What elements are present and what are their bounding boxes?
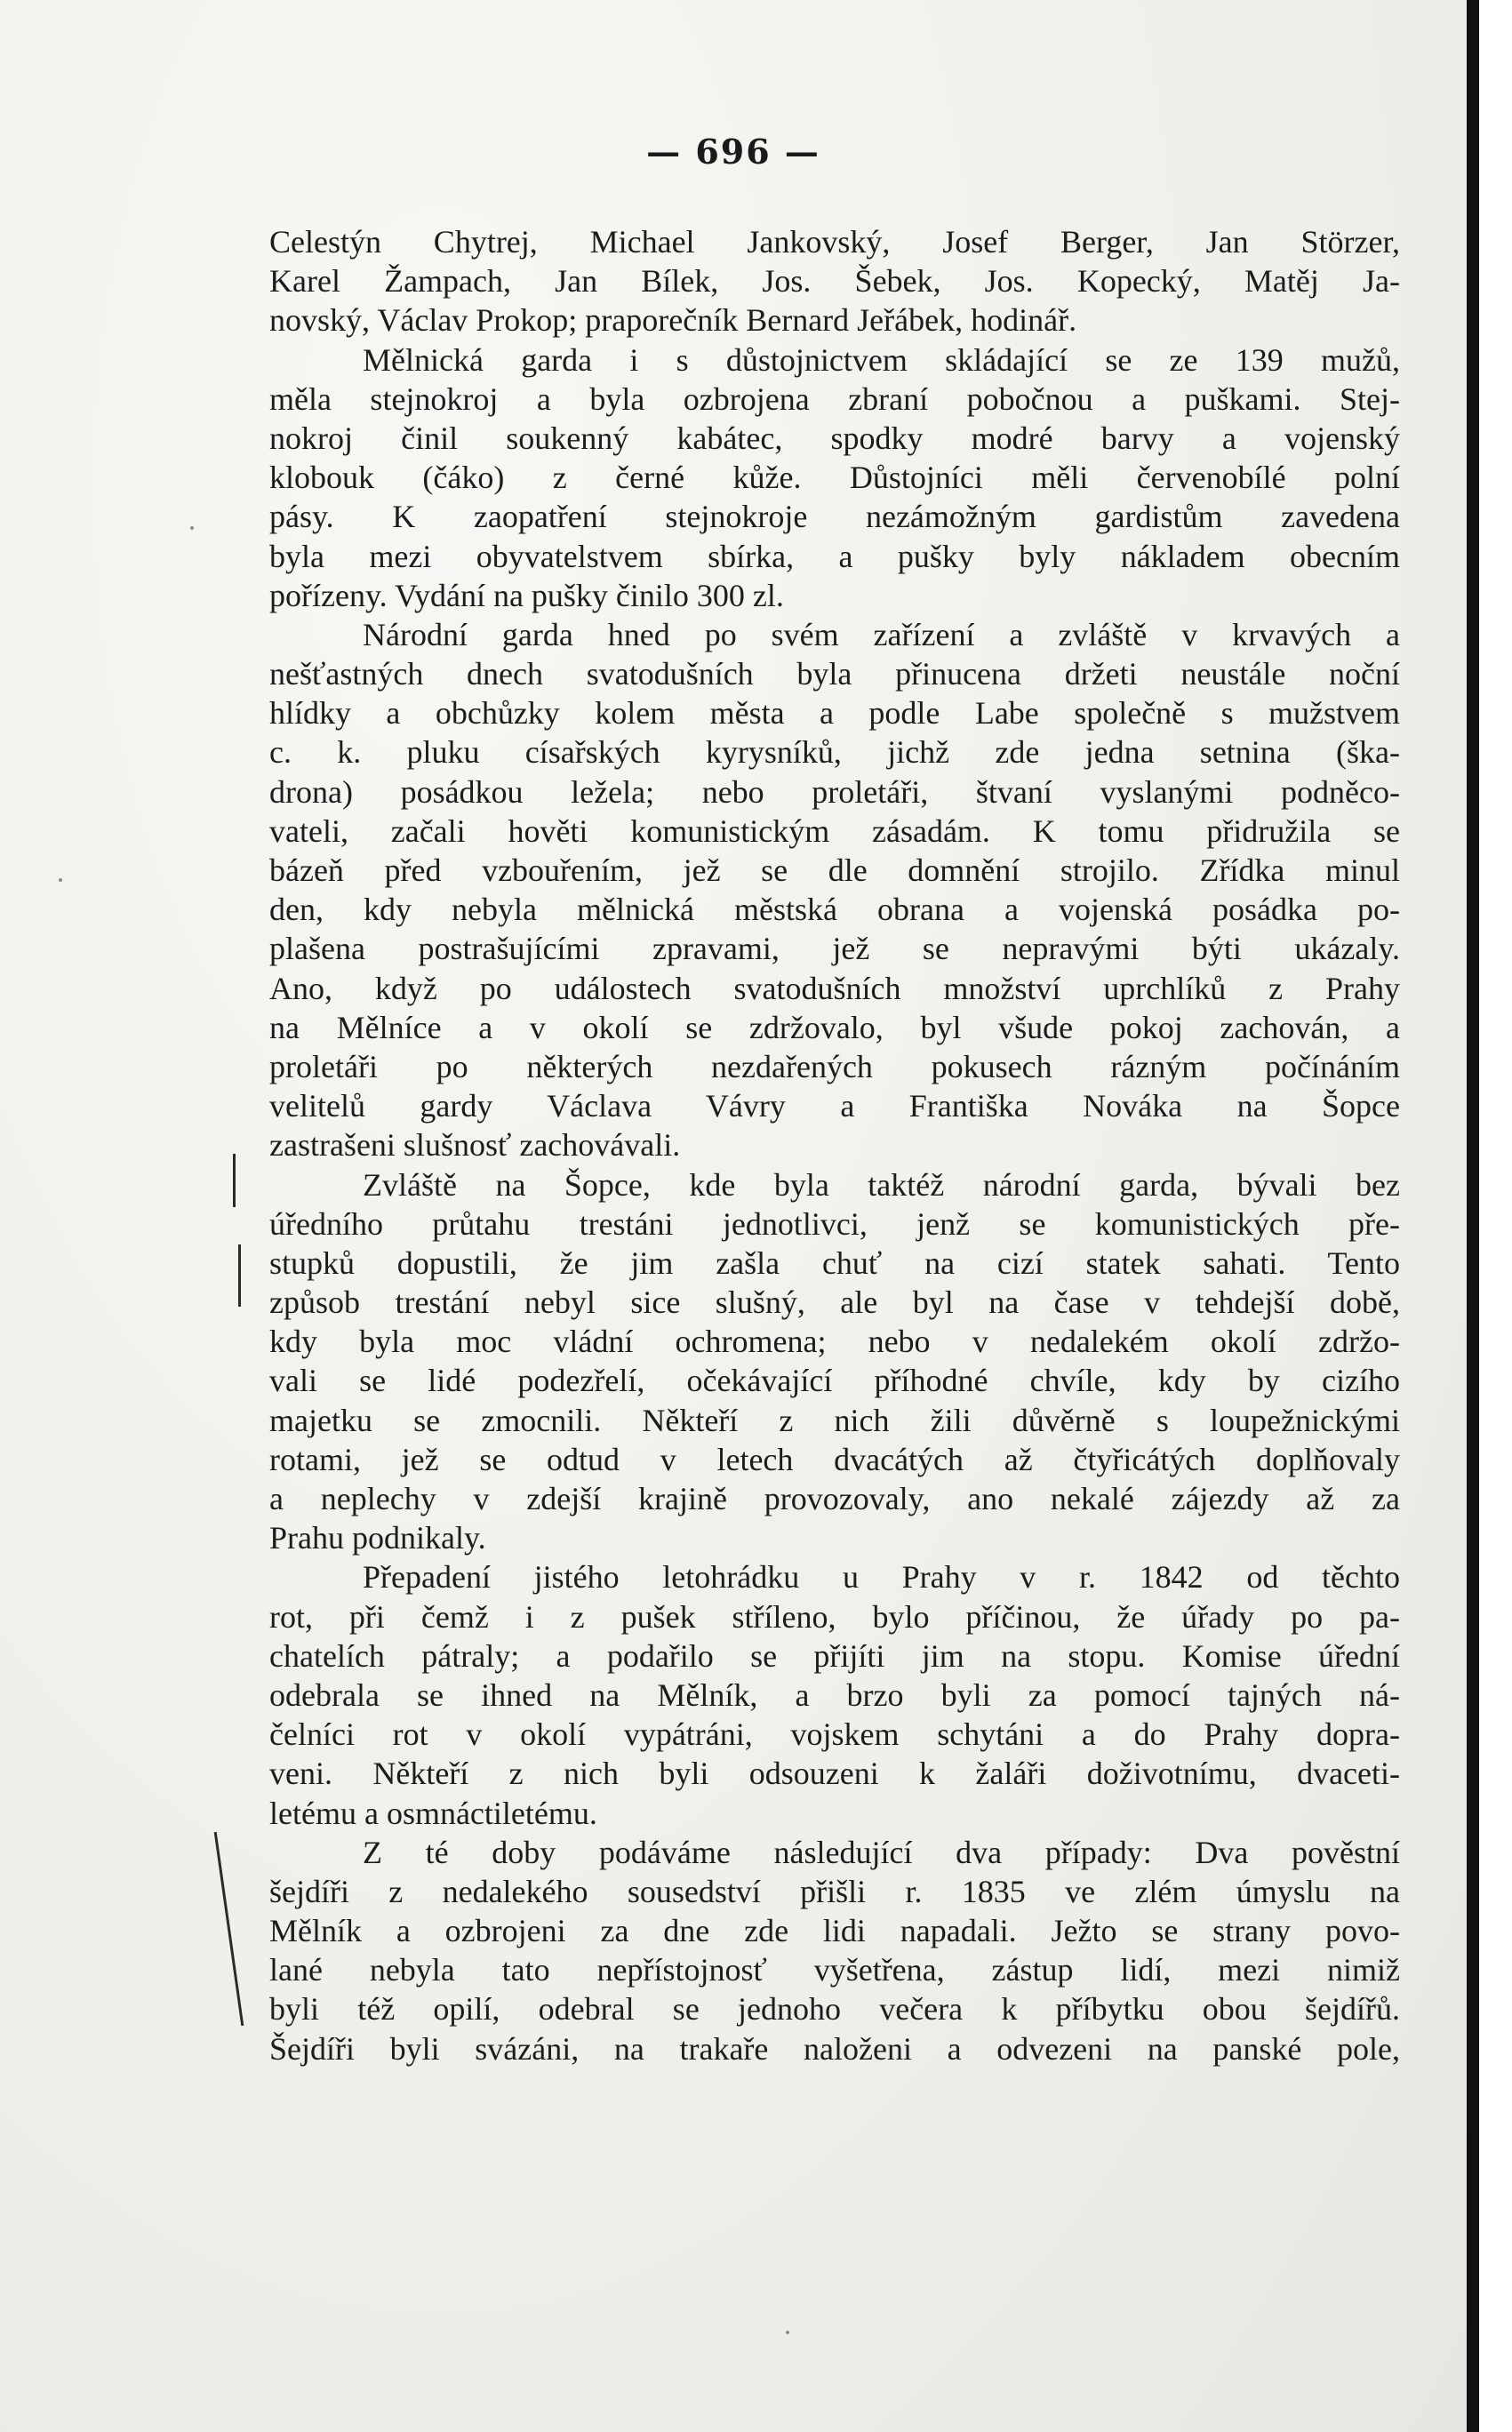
text-line: hlídky a obchůzky kolem města a podle Labe společně s mužstvem (269, 695, 1400, 732)
text-line: nokroj činil soukenný kabátec, spodky modré barvy a vojenský (269, 420, 1400, 456)
text-line: proletáři po některých nezdařených pokusech rázným počínáním (269, 1048, 1400, 1084)
paper-speck (190, 526, 194, 530)
text-line: Karel Žampach, Jan Bílek, Jos. Šebek, Jos. Kopecký, Matěj Ja- (269, 263, 1400, 300)
text-line: chatelích pátraly; a podařilo se přijíti jim na stopu. Komise úřední (269, 1637, 1400, 1674)
text-line: nešťastných dnech svatodušních byla přinucena držeti neustále noční (269, 656, 1400, 692)
text-line: bázeň před vzbouřením, jež se dle domnění strojilo. Zřídka minul (269, 852, 1400, 888)
text-line: pásy. K zaopatření stejnokroje nezámožným gardistům zavedena (269, 499, 1400, 535)
text-line: čelníci rot v okolí vypátráni, vojskem schytáni a do Prahy dopra- (269, 1716, 1400, 1753)
margin-mark (214, 1832, 244, 2026)
text-line: veni. Někteří z nich byli odsouzeni k žaláři doživotnímu, dvaceti- (269, 1756, 1400, 1792)
text-line: novský, Václav Prokop; praporečník Bernard Jeřábek, hodinář. (269, 302, 1077, 339)
text-line: byla mezi obyvatelstvem sbírka, a pušky byly nákladem obecním (269, 538, 1400, 574)
paper-speck (786, 2331, 789, 2334)
text-line: Prahu podnikaly. (269, 1520, 486, 1556)
text-line: Přepadení jistého letohrádku u Prahy v r. 1842 od těchto (363, 1559, 1400, 1596)
text-line: vali se lidé podezřelí, očekávající příhodné chvíle, kdy by cizího (269, 1363, 1400, 1399)
text-line: Zvláště na Šopce, kde byla taktéž národní garda, bývali bez (363, 1166, 1400, 1203)
text-line: lané nebyla tato nepřístojnosť vyšetřena, zástup lidí, mezi nimiž (269, 1952, 1400, 1988)
page-edge (1467, 0, 1512, 2432)
text-line: rotami, jež se odtud v letech dvacátých až čtyřicátých doplňovaly (269, 1441, 1400, 1477)
text-line: kdy byla moc vládní ochromena; nebo v nedalekém okolí zdržo- (269, 1324, 1400, 1360)
margin-mark (238, 1244, 241, 1307)
body-text (269, 222, 1400, 2068)
margin-mark (233, 1154, 236, 1207)
text-line: majetku se zmocnili. Někteří z nich žili důvěrně s loupežnickými (269, 1402, 1400, 1438)
text-line: rot, při čemž i z pušek stříleno, bylo příčinou, že úřady po pa- (269, 1598, 1400, 1635)
page-number: — 696 — (646, 132, 820, 172)
text-line: Mělník a ozbrojeni za dne zde lidi napadali. Ježto se strany povo- (269, 1913, 1400, 1949)
text-line: klobouk (čáko) z černé kůže. Důstojníci měli červenobílé polní (269, 460, 1400, 496)
text-line: plašena postrašujícími zpravami, jež se nepravými býti ukázaly. (269, 931, 1400, 967)
text-line: Národní garda hned po svém zařízení a zvláště v krvavých a (363, 616, 1400, 652)
text-line: drona) posádkou ležela; nebo proletáři, štvaní vyslanými podněco- (269, 773, 1400, 810)
text-line: Celestýn Chytrej, Michael Jankovský, Josef Berger, Jan Störzer, (269, 224, 1400, 260)
text-line: Ano, když po událostech svatodušních množství uprchlíků z Prahy (269, 970, 1400, 1006)
text-line: Z té doby podáváme následující dva případy: Dva pověstní (363, 1834, 1400, 1870)
text-line: vateli, začali hověti komunistickým zásadám. K tomu přidružila se (269, 812, 1400, 849)
text-line: na Mělníce a v okolí se zdržovalo, byl všude pokoj zachován, a (269, 1009, 1400, 1045)
text-line: Šejdíři byli svázáni, na trakaře naloženi a odvezeni na panské pole, (269, 2030, 1400, 2067)
text-line: úředního průtahu trestáni jednotlivci, jenž se komunistických pře- (269, 1205, 1400, 1242)
text-line: velitelů gardy Václava Vávry a Františka Nováka na Šopce (269, 1088, 1400, 1124)
text-line: pořízeny. Vydání na pušky činilo 300 zl. (269, 577, 784, 613)
text-line: Mělnická garda i s důstojnictvem skládající se ze 139 mužů, (363, 341, 1400, 378)
text-line: den, kdy nebyla mělnická městská obrana a vojenská posádka po- (269, 892, 1400, 928)
text-line: zastrašeni slušnosť zachovávali. (269, 1127, 681, 1164)
text-line: letému a osmnáctiletému. (269, 1795, 597, 1831)
text-line: odebrala se ihned na Mělník, a brzo byli za pomocí tajných ná- (269, 1676, 1400, 1713)
text-line: měla stejnokroj a byla ozbrojena zbraní pobočnou a puškami. Stej- (269, 380, 1400, 417)
text-line: c. k. pluku císařských kyrysníků, jichž zde jedna setnina (ška- (269, 734, 1400, 771)
text-line: stupků dopustili, že jim zašla chuť na cizí statek sahati. Tento (269, 1244, 1400, 1281)
text-line: byli též opilí, odebral se jednoho večera k příbytku obou šejdířů. (269, 1991, 1400, 2028)
text-line: šejdíři z nedalekého sousedství přišli r. 1835 ve zlém úmyslu na (269, 1873, 1400, 1909)
text-line: a neplechy v zdejší krajině provozovaly, ano nekalé zájezdy až za (269, 1481, 1400, 1516)
paper-speck (59, 878, 62, 882)
text-line: způsob trestání nebyl sice slušný, ale byl na čase v tehdejší době, (269, 1284, 1400, 1321)
